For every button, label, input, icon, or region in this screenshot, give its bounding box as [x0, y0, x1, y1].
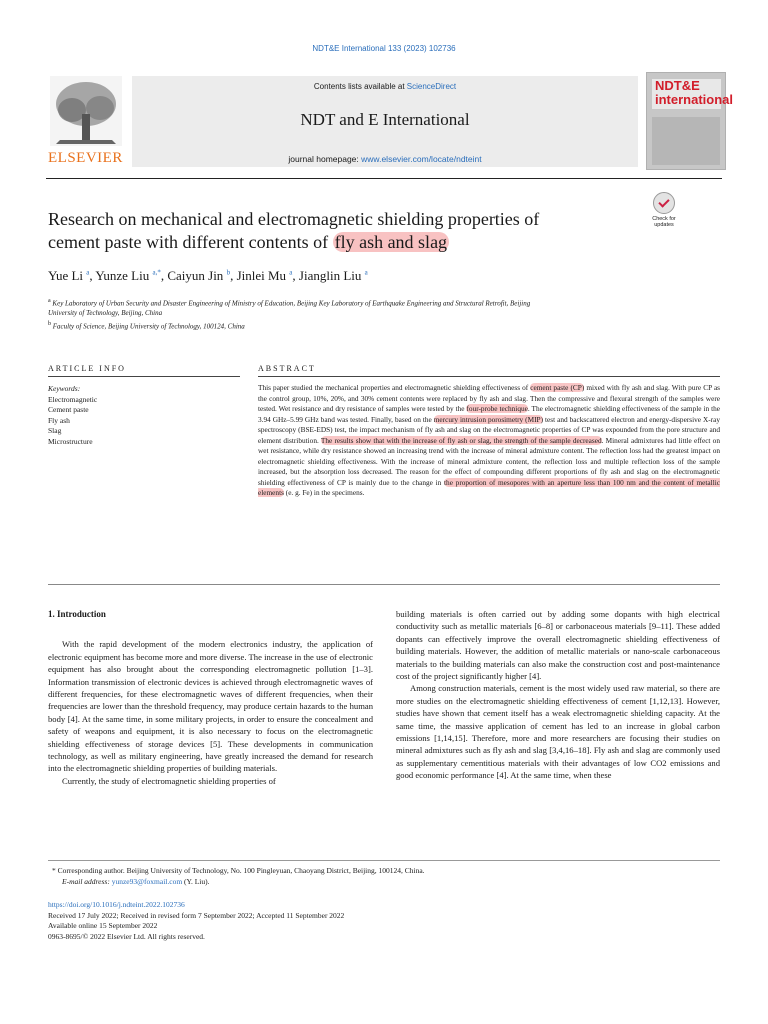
- journal-cover: [646, 72, 734, 170]
- journal-header: [46, 72, 734, 172]
- highlight: the proportion of mesopores with an aperture less than 100 nm and the content of metallic elements: [258, 477, 720, 497]
- intro-left-column: [48, 608, 373, 787]
- journal-reference[interactable]: NDT&E International 133 (2023) 102736: [312, 44, 456, 53]
- publisher-name: ELSEVIER: [48, 150, 123, 166]
- paragraph: building materials is often carried out by adding some dopants with high electrical conductivity such as metallic materials [6–8] or carbonaceous materials [9–11]. These added dopants can effectively improve the overall electromagnetic shielding effectiveness of building materials. However, the addition of metallic materials or nano-scale carbonaceous materials to the building materials can also make the construction cost and post-maintenance cost of the project significantly higher [4].: [396, 609, 720, 682]
- sciencedirect-link[interactable]: ScienceDirect: [406, 82, 457, 91]
- journal-banner: [132, 76, 638, 167]
- article-title: Research on mechanical and electromagnetic shielding properties of cement paste with different contents of fly ash and slag: [48, 209, 540, 252]
- affiliation-b: $^b$ Faculty of Science, Beijing University of Technology, 100124, China: [48, 321, 245, 331]
- paragraph: Among construction materials, cement is the most widely used raw material, so there are more studies on the electromagnetic shielding effectiveness of cement [1,12,13]. However, studies have shown that cement itself has a weak electromagnetic shielding capacity. At the same time, the massive application of cement has led to an increase in global carbon emissions [1,14,15]. Therefore, more and more researchers are focusing their studies on mineral admixtures such as fly ash and slag [3,4,16–18]. Fly ash and slag are commonly used as supplementary cementitious materials with their advantages of low CO2 emissions and good economic performance [4]. At the same time, when these: [396, 683, 720, 781]
- footnote-divider: [48, 860, 720, 861]
- author-list: Yue Li $^a$, Yunze Liu $^{a,*}$, Caiyun Jin $^b$, Jinlei Mu $^a$, Jianglin Liu $^a$: [48, 268, 368, 283]
- journal-homepage: journal homepage: www.elsevier.com/locate/ndteint: [288, 154, 482, 164]
- keywords: Keywords: Electromagnetic Cement paste Fly ash Slag Microstructure: [48, 384, 98, 446]
- cover-title: NDT&E international: [652, 79, 721, 109]
- cover-artwork: [652, 117, 720, 165]
- highlight: four-probe technique: [466, 404, 528, 413]
- journal-title: NDT and E International: [300, 110, 470, 129]
- author[interactable]: Jianglin Liu $^a$: [298, 268, 368, 283]
- highlight: cement paste (CP): [530, 383, 585, 392]
- publication-info: https://doi.org/10.1016/j.ndteint.2022.102736 Received 17 July 2022; Received in revised form 7 September 2022; Accepted 11 September 2022 Available online 15 September 2022 0963-8695/© 2022 Elsevier Ltd. All rights reserved.: [48, 900, 720, 942]
- abstract-bottom-divider: [48, 584, 720, 585]
- contents-available: Contents lists available at ScienceDirect: [313, 82, 457, 91]
- keyword: Electromagnetic: [48, 394, 98, 404]
- author[interactable]: Yue Li $^a$: [48, 268, 90, 283]
- paragraph: Currently, the study of electromagnetic shielding properties of: [62, 775, 276, 786]
- check-for-updates-button[interactable]: Check for updates: [645, 192, 683, 230]
- keyword: Cement paste: [48, 405, 89, 414]
- abstract-divider: [258, 376, 720, 377]
- email-link[interactable]: yunze93@foxmail.com: [111, 876, 183, 886]
- abstract-label: ABSTRACT: [258, 364, 316, 373]
- affiliation-a: $^a$ Key Laboratory of Urban Security and Disaster Engineering of Ministry of Education, Beijing Key Laboratory of Earthquake Engineering and Structural Retrofit, Beijing University of Technology, Beijing, China: [48, 298, 531, 318]
- header-divider: [46, 178, 722, 179]
- article-info-label: ARTICLE INFO: [48, 364, 126, 373]
- check-updates-icon: [653, 192, 675, 214]
- doi-link[interactable]: https://doi.org/10.1016/j.ndteint.2022.102736: [48, 900, 185, 909]
- title-highlight: fly ash and slag: [334, 232, 448, 252]
- keyword: Microstructure: [48, 436, 93, 446]
- intro-right-column: [396, 608, 720, 782]
- author[interactable]: Caiyun Jin $^b$: [167, 268, 231, 283]
- paragraph: With the rapid development of the modern electronics industry, the application of electronic equipment has become more and more diverse. The increase in the use of electronic equipment has also brought about the corresponding electromagnetic pollution [1–3]. Information transmission of electronic devices is achieved through electromagnetic waves of different frequencies, for these electromagnetic waves of different frequencies, when their frequencies are lower than the threshold frequency, may produce certain hazards to the human body [4]. At the same time, in some military projects, in order to ensure the concealment and safety of weapons and equipment, it is also necessary to focus on the electromagnetic shielding effectiveness of storage devices [5]. These developments in communication technology, as well as military engineering, have greatly increased the demand for research into the electromagnetic shielding properties of building materials.: [48, 639, 373, 774]
- highlight: The results show that with the increase of fly ash or slag, the strength of the sample decreased: [320, 435, 602, 445]
- author[interactable]: Yunze Liu $^{a,*}$: [95, 268, 161, 283]
- highlight: mercury intrusion porosimetry (MIP): [433, 414, 544, 424]
- homepage-link[interactable]: www.elsevier.com/locate/ndteint: [361, 154, 482, 164]
- footnote: * Corresponding author. Beijing University of Technology, No. 100 Pingleyuan, Chaoyang District, Beijing, 100124, China. E-mail address: yunze93@foxmail.com (Y. Liu).: [52, 866, 425, 886]
- elsevier-logo: [46, 72, 126, 168]
- intro-heading: 1. Introduction: [48, 609, 106, 619]
- keyword: Slag: [48, 426, 62, 435]
- abstract-text: This paper studied the mechanical properties and electromagnetic shielding effectiveness of cement paste (CP) mixed with fly ash and slag. With pure CP as the control group, 10%, 20%, and 30% cement contents were replaced by fly ash and slag. Then the compressive and flexural strength of the samples were tested. Wet resistance and dry resistance of samples were tested by the four-probe technique. The electromagnetic shielding effectiveness of the sample in the 3.94 GHz–5.99 GHz band was tested. Finally, based on the mercury intrusion porosimetry (MIP) test and backscattered electron and energy-dispersive X-ray spectroscopy (BSE-EDS) test, the impact mechanism of fly ash and slag on the electromagnetic properties of CP was expounded from the pore structure and element distribution. The results show that with the increase of fly ash or slag, the strength of the sample decreased. Mineral admixtures had little effect on wet resistance, while dry resistance showed an increasing trend with the increase of mineral admixture content. The reflection loss had the greatest impact on electromagnetic shielding effectiveness. With the increase of mineral admixture content, the reflection loss and multiple reflection loss of the sample increased, but the absorption loss decreased. The reason for the effect of compounding different proportions of fly ash and slag on the electromagnetic shielding effectiveness of CP is mainly due to the change in the proportion of mesopores with an aperture less than 100 nm and the content of metallic elements (e. g. Fe) in the specimens.: [258, 383, 721, 497]
- info-divider: [48, 376, 240, 377]
- keyword: Fly ash: [48, 415, 70, 425]
- author[interactable]: Jinlei Mu $^a$: [236, 268, 293, 283]
